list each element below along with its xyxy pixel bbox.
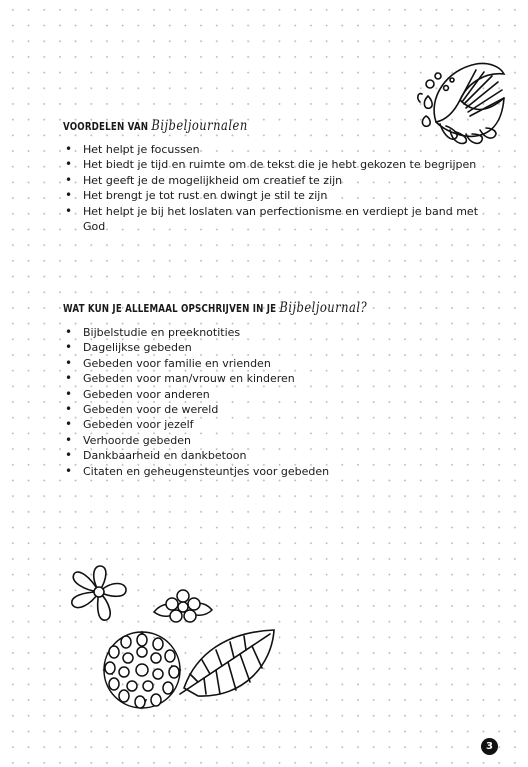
list-item: • Dankbaarheid en dankbetoon [63, 448, 503, 463]
dahlia-icon [96, 628, 188, 712]
list-item: • Citaten en geheugensteuntjes voor gebeden [63, 464, 503, 479]
flower-icon [66, 564, 132, 624]
benefits-list [63, 142, 503, 234]
section-title-lead: WAT KUN JE ALLEMAAL OPSCHRIJVEN IN JE [63, 303, 277, 315]
list-item: • Gebeden voor jezelf [63, 417, 503, 432]
section-title-topics [63, 300, 367, 316]
list-item: • Bijbelstudie en preeknotities [63, 325, 503, 340]
list-item: • Dagelijkse gebeden [63, 340, 503, 355]
list-item: • Gebeden voor familie en vrienden [63, 356, 503, 371]
list-item: • Gebeden voor de wereld [63, 402, 503, 417]
list-item: • Gebeden voor anderen [63, 387, 503, 402]
section-title-script: Bijbeljournal? [279, 300, 368, 316]
list-item: • Het brengt je tot rust en dwingt je stil te zijn [63, 188, 503, 203]
list-item: • Verhoorde gebeden [63, 433, 503, 448]
topics-list [63, 325, 503, 479]
section-title-benefits [63, 118, 248, 134]
list-item: • Het helpt je focussen [63, 142, 503, 157]
list-item: • Het geeft je de mogelijkheid om creatief te zijn [63, 173, 503, 188]
section-title-script: Bijbeljournalen [151, 118, 248, 134]
page-number: 3 [481, 738, 498, 755]
list-item: • Gebeden voor man/vrouw en kinderen [63, 371, 503, 386]
list-item: • Het biedt je tijd en ruimte om de tekst die je hebt gekozen te begrijpen [63, 157, 503, 172]
list-item: • Het helpt je bij het loslaten van perfectionisme en verdiept je band met God [63, 204, 503, 235]
leaf-icon [176, 624, 280, 714]
section-title-lead: VOORDELEN VAN [63, 121, 149, 133]
fan-ornament-icon [416, 58, 510, 148]
